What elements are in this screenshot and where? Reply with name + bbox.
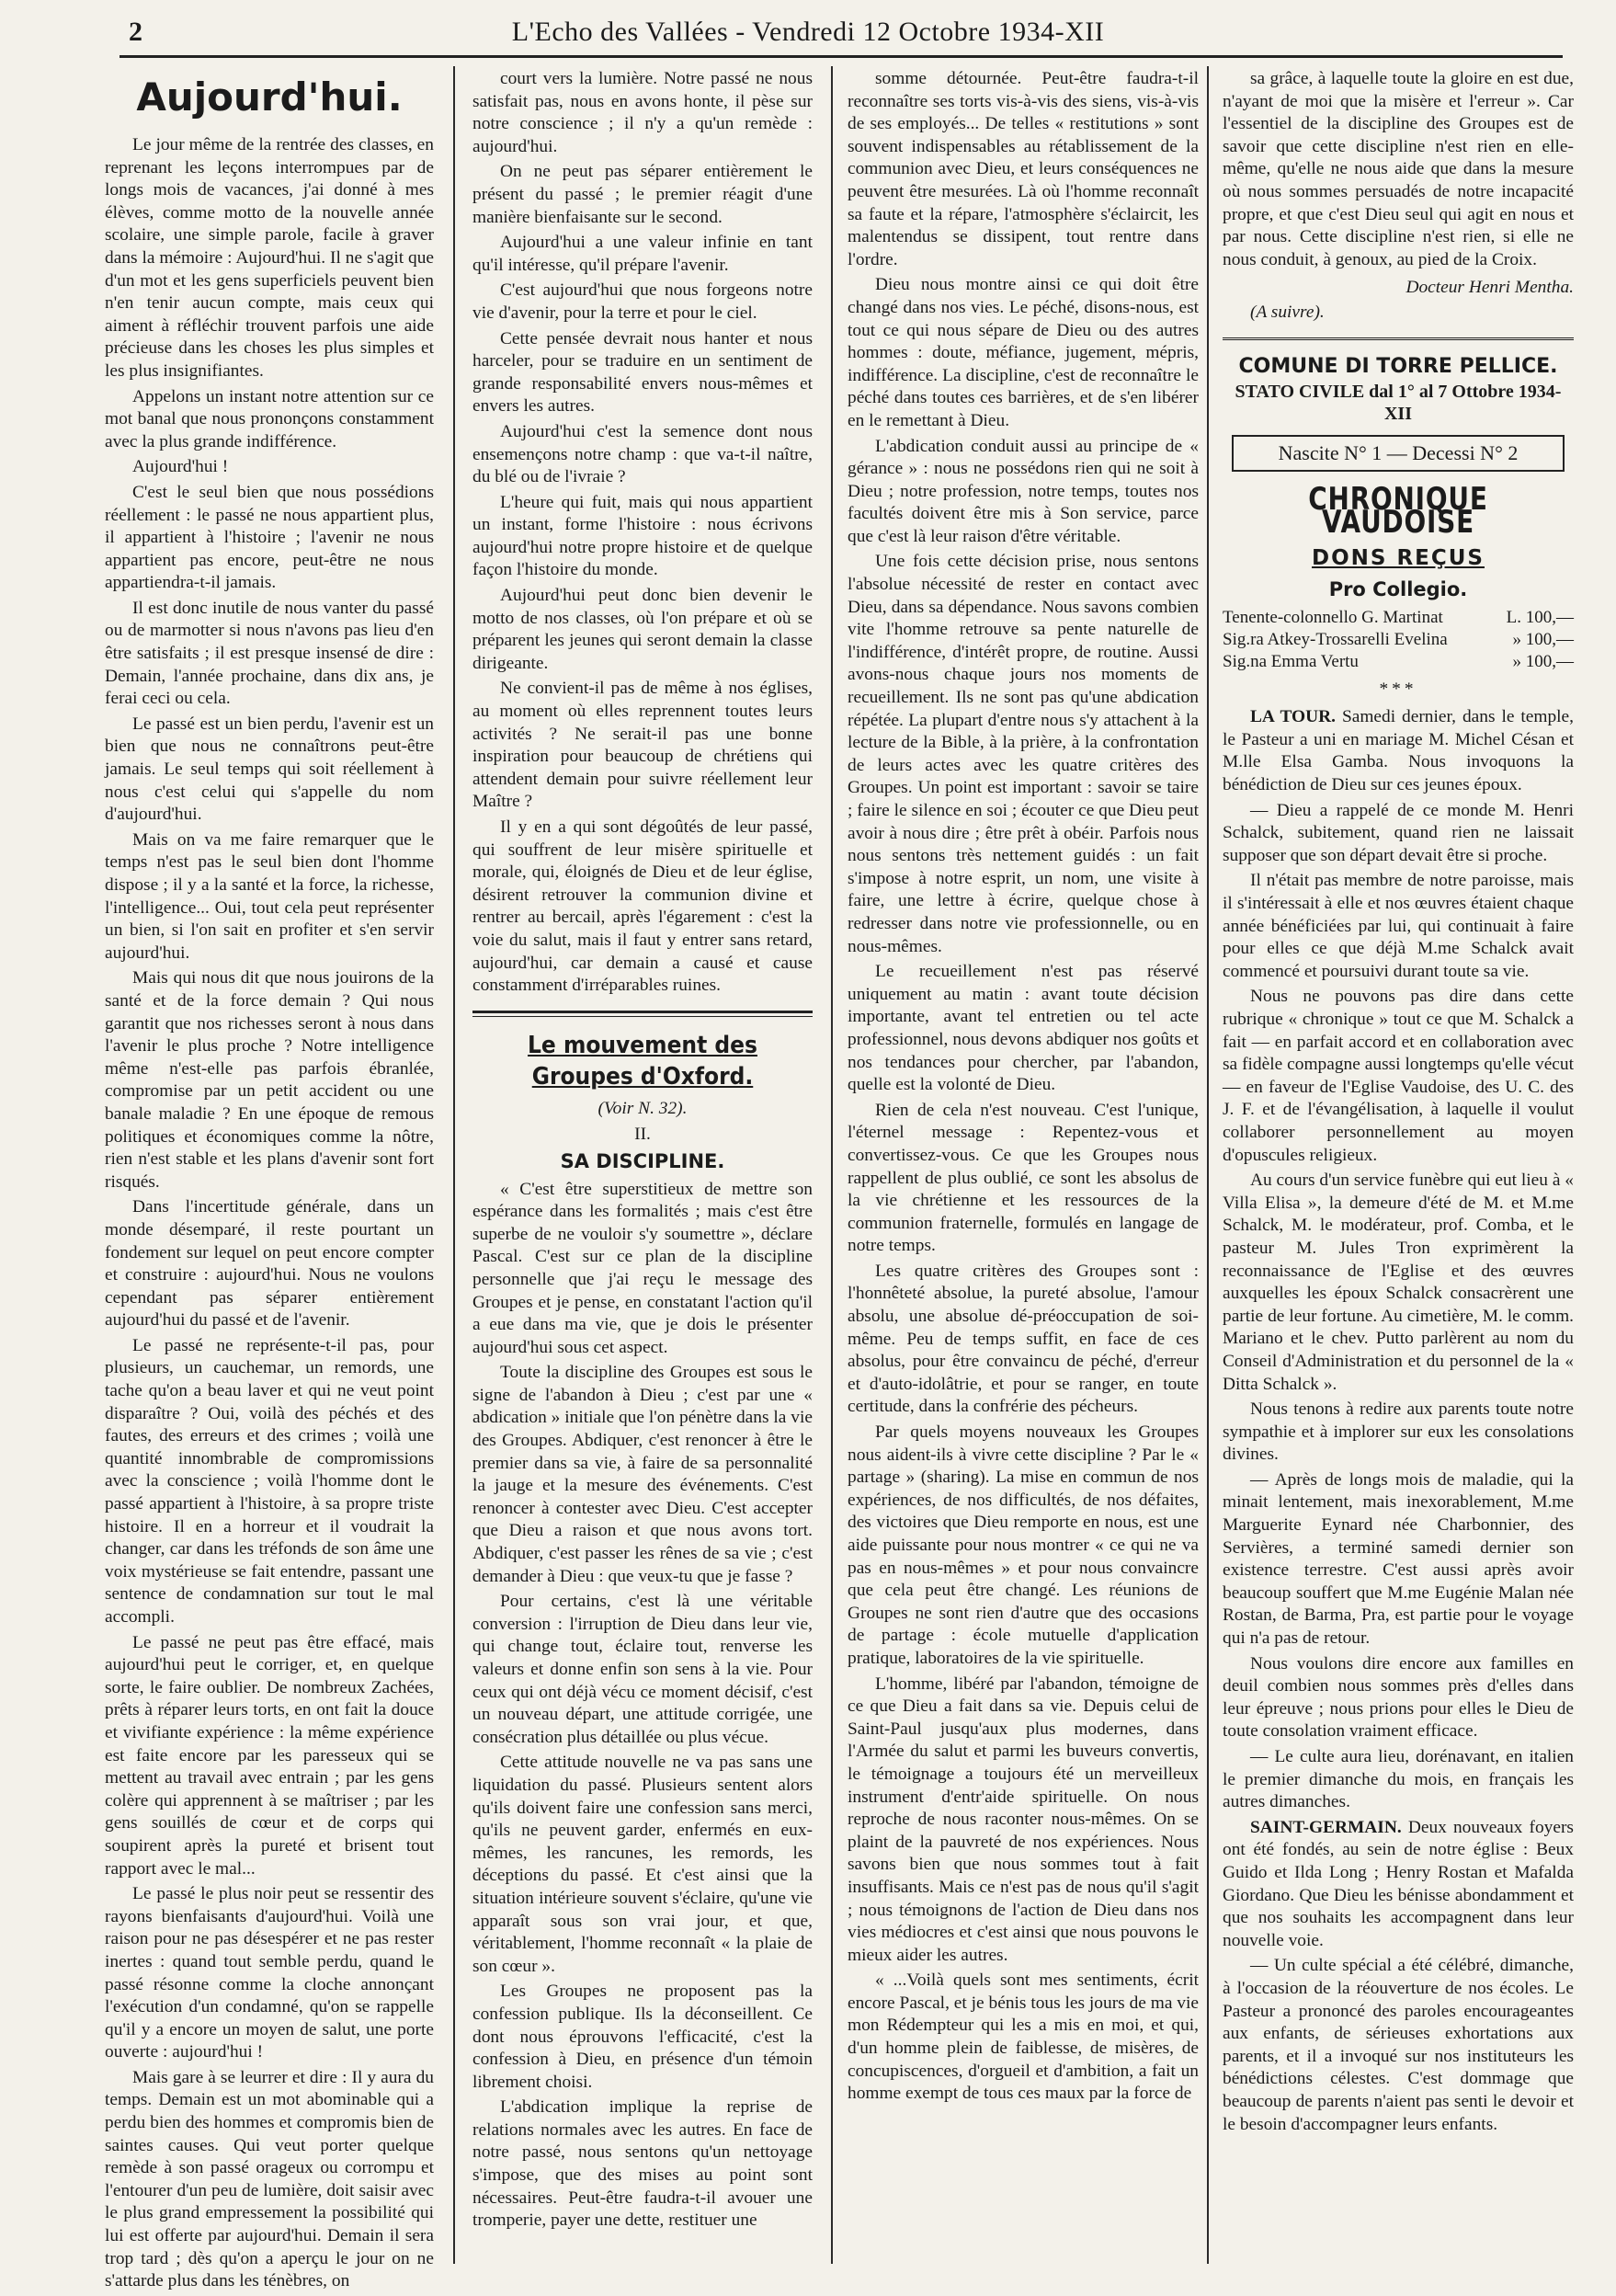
column-3: [848, 68, 1199, 2256]
donation-amount: » 100,—: [1512, 629, 1574, 649]
paragraph-text: — Après de longs mois de maladie, qui la minait lentement, mais inexorablement, M.me Marguerite Eynard née Charbonnier, des Servières, a terminé samedi dernier son existence terrestre. C'est aussi après avoir beaucoup souffert que M.me Eugénie Malan née Rostan, de Barma, Pra, est partie pour le voyage qui n'a pas de retour.: [1223, 1469, 1574, 1649]
paragraph-text: Nous ne pouvons pas dire dans cette rubrique « chronique » tout ce que M. Schalck a fait — en parfait accord et en collaboration avec sa fidèle compagne aussi longtemps qu'elle vécut — en faveur de l'Eglise Vaudoise, des U. C. des J. F. et de l'évangélisation, à laquelle il voulut collaborer personnellement au moyen d'opuscules religieux.: [1223, 987, 1574, 1165]
paragraph-text: — Dieu a rappelé de ce monde M. Henri Schalck, subitement, quand rien ne laissait supposer que son départ devait être si proche.: [1223, 800, 1574, 865]
paragraph: [1223, 1399, 1574, 1467]
donation-row: [1223, 629, 1574, 651]
donor-name: Tenente-colonnello G. Martinat: [1223, 607, 1443, 627]
paragraph: [1223, 1955, 1574, 2136]
paragraph-text: Il n'était pas membre de notre paroisse, mais il s'intéressait à elle et nos œuvres étaient chaque année bénéficiées par lui, qui continuait à faire pour elles ce que déjà M.me Schalck avait commencé et poursuivi durant toute sa vie.: [1223, 871, 1574, 981]
paragraph: sa grâce, à laquelle toute la gloire en est due, n'ayant de moi que la misère et l'erreur ». Car l'essentiel de la discipline des Groupes est de savoir que cette discipline n'est rien en elle-même, qu'elle ne nous aide que dans la mesure où nous sommes persuadés de notre incapacité propre, et que c'est Dieu seul qui agit en nous et par nous. Cette discipline n'est rien, si elle ne nous conduit, à genoux, au pied de la Croix.: [1223, 69, 1574, 269]
article-body-end: [1223, 68, 1574, 271]
paragraph-text: Samedi dernier, dans le temple, le Pasteur a uni en mariage M. Michel Césan et M.lle Elsa Gamba. Nous invoquons la bénédiction de Dieu sur ces jeunes époux.: [1223, 707, 1575, 795]
article-body: [472, 1179, 813, 2233]
column-divider: [831, 66, 833, 2264]
paragraph: Aujourd'hui c'est la semence dont nous ensemençons notre champ : que va-t-il naître, du blé ou de l'ivraie ?: [472, 421, 813, 487]
paragraph: C'est aujourd'hui que nous forgeons notre vie d'avenir, pour la terre et pour le ciel.: [472, 280, 813, 323]
column-divider: [453, 66, 455, 2264]
paragraph: L'abdication implique la reprise de relations normales avec les autres. En face de notre passé, nous sentons qu'un nettoyage s'impose, que des mises au point sont nécessaires. Peut-être faudra-t-il avouer une tromperie, payer une dette, restituer une: [472, 2097, 813, 2231]
column-divider: [1207, 66, 1209, 2264]
article-subtitle: SA DISCIPLINE.: [560, 1149, 725, 1172]
article-part: II.: [634, 1125, 651, 1145]
paragraph: Le passé ne représente-t-il pas, pour plusieurs, un cauchemar, un remords, une tache qu'on a beau laver et qui ne veut point disparaître ? Oui, voilà des péchés et des fautes, des erreurs et des crimes ; voilà une quantité innombrable de compromissions avec la conscience ; voilà l'homme dont le passé appartient à l'histoire, à sa propre triste histoire. Il en a horreur et il voudrait la changer, car dans les tréfonds de son âme une voix mystérieuse se fait entendre, passant une sentence de condamnation sur tout le mal accompli.: [105, 1335, 434, 1627]
births-deaths-box: Nascite N° 1 — Decessi N° 2: [1232, 435, 1565, 473]
paragraph: [1223, 1653, 1574, 1743]
to-be-continued: (A suivre).: [1250, 302, 1325, 322]
paragraph: « ...Voilà quels sont mes sentiments, écrit encore Pascal, et je bénis tous les jours de ma vie mon Rédempteur qui les a mis en moi, et qui, d'un homme plein de faiblesse, de misères, de concupiscences, d'orgueil et d'ambition, a fait un homme exempt de tous ces maux par la force de: [848, 1970, 1199, 2104]
paragraph: On ne peut pas séparer entièrement le présent du passé ; le premier réagit d'une manière bienfaisante sur le second.: [472, 162, 813, 227]
donor-name: Sig.ra Atkey-Trossarelli Evelina: [1223, 629, 1448, 649]
paragraph: Par quels moyens nouveaux les Groupes nous aident-ils à vivre cette discipline ? Par le « partage » (sharing). La mise en commun de nos expériences, de nos difficultés, de nos défaites, des victoires que Dieu remporte en nous, est une aide puissante pour nous montrer « ce qui ne va pas en nous-mêmes » et pour nous convaincre que cela peut être changé. Les réunions de Groupes ne sont rien d'autre que des occasions de partage : école mutuelle d'application pratique, laboratoires de la vie spirituelle.: [848, 1422, 1199, 1668]
paragraph: Le recueillement n'est pas réservé uniquement au matin : avant toute décision importante, avant tel entretien ou tel acte professionnel, nous devons abdiquer nos goûts et nos tendances pour chercher, par l'abandon, quelle est la volonté de Dieu.: [848, 962, 1199, 1095]
paragraph: Ne convient-il pas de même à nos églises, au moment où elles reprennent toutes leurs activités ? Ne serait-il pas une bonne inspiration pour beaucoup de chrétiens qui attendent demain pour suivre réellement leur Maître ?: [472, 679, 813, 812]
paragraph: Toute la discipline des Groupes est sous le signe de l'abandon à Dieu ; c'est par une « abdication » initiale que l'on pénètre dans la vie des Groupes. Abdiquer, c'est renoncer à être le premier dans sa vie, à faire de sa personnalité la jauge et la mesure des événements. C'est renoncer à contester avec Dieu. C'est accepter que Dieu a raison et que nous avons tort. Abdiquer, c'est passer les rênes de sa vie ; c'est demander à Dieu : que veux-tu que je fasse ?: [472, 1363, 813, 1586]
section-rule: [472, 1011, 813, 1017]
civil-registry-title: COMUNE DI TORRE PELLICE.: [1238, 354, 1558, 378]
article-body-continued: [472, 68, 813, 998]
paragraph-text: — Un culte spécial a été célébré, dimanche, à l'occasion de la réouverture de nos écoles. Le Pasteur a prononcé des paroles encourageantes aux enfants, de sérieuses exhortations aux parents, et il a invoqué sur nos instituteurs les bénédictions célestes. C'est dommage que beaucoup de parents n'aient pas senti le devoir et le besoin d'accompagner leurs enfants.: [1223, 1956, 1574, 2134]
column-4: [1223, 68, 1574, 2256]
place-name: SAINT-GERMAIN.: [1250, 1817, 1408, 1837]
paragraph: Aujourd'hui peut donc bien devenir le motto de nos classes, où l'on prépare et où se préparent les jeunes qui seront demain la classe dirigeante.: [472, 586, 813, 673]
paragraph: Mais qui nous dit que nous jouirons de la santé et de la force demain ? Qui nous garantit que nos richesses seront à nous dans l'avenir le plus proche ? Notre intelligence même n'est-elle pas parfois ébranlée, compromise par un petit accident ou une banale maladie ? En une époque de remous politiques et économiques comme la nôtre, rien n'est stable et les plans d'avenir sont fort risqués.: [105, 968, 434, 1192]
civil-registry-period: STATO CIVILE dal 1° al 7 Ottobre 1934-XII: [1235, 381, 1562, 425]
paragraph: Il y en a qui sont dégoûtés de leur passé, qui souffrent de leur misère spirituelle et morale, qui, éloignés de Dieu et de leur église, désirent retrouver la communion divine et rentrer au bercail, après l'égarement : c'est la voie du salut, mais il faut y entrer sans retard, aujourd'hui, car demain a causé et cause constamment d'irréparables ruines.: [472, 817, 813, 996]
paragraph-text: Deux nouveaux foyers ont été fondés, au sein de notre église : Beux Guido et Ilda Long ; Henry Rostan et Mafalda Giordano. Que Dieu les bénisse abondamment et que nos souhaits les accompagnent dans leur nouvelle voie.: [1223, 1817, 1574, 1950]
paragraph: L'abdication conduit aussi au principe de « gérance » : nous ne possédons rien qui ne soit à Dieu ; notre profession, notre temps, toutes nos facultés doivent être mis à Son service, parce que c'est là leur raison d'être véritable.: [848, 436, 1199, 546]
paragraph: [1223, 706, 1574, 796]
paragraph: Mais on va me faire remarquer que le temps n'est pas le seul bien dont l'homme dispose ; il y a la santé et la force, la richesse, l'intelligence... Oui, tout cela peut représenter un bien, si l'on sait en profiter et s'en servir aujourd'hui.: [105, 829, 434, 963]
column-2: [472, 68, 813, 2256]
donations-heading: DONS REÇUS: [1311, 545, 1485, 570]
paragraph-text: Nous voulons dire encore aux familles en deuil combien nous sommes près d'elles dans leur épreuve ; nous prions pour elles le Dieu de toute consolation vraiment efficace.: [1223, 1653, 1574, 1742]
paragraph: court vers la lumière. Notre passé ne nous satisfait pas, nous en avons honte, il pèse sur notre conscience ; il n'y a qu'un remède : aujourd'hui.: [472, 69, 813, 156]
paragraph: « C'est être superstitieux de mettre son espérance dans les formalités ; mais c'est être superbe de ne vouloir s'y soumettre », déclare Pascal. C'est sur ce plan de la discipline personnelle que j'ai reçu le message des Groupes et je pense, en constatant l'action qu'il a eue dans ma vie, que je dois le présenter aujourd'hui sous cet aspect.: [472, 1179, 813, 1357]
article-body-continued: [848, 68, 1199, 2106]
article-reference: (Voir N. 32).: [597, 1098, 688, 1118]
paragraph: L'homme, libéré par l'abandon, témoigne de ce que Dieu a fait dans sa vie. Depuis celui de Saint-Paul jusqu'aux plus modernes, dans l'Armée du salut et parmi les buveurs convertis, le témoignage a toujours été un merveilleux instrument d'entr'aide spirituelle. On nous reproche de nous raconter nous-mêmes. On se plaint de la pauvreté de nos expériences. Nous savons bien que nous sommes tout à fait insuffisants. Mais ce n'est pas de nous qu'il s'agit ; nous témoignons de l'action de Dieu dans nos vies médiocres et c'est ainsi que nous pouvons le mieux aider les autres.: [848, 1673, 1199, 1965]
section-rule: [1223, 337, 1574, 340]
paragraph: Appelons un instant notre attention sur ce mot banal que nous prononçons constamment avec la plus grande indifférence.: [105, 386, 434, 451]
paragraph: Aujourd'hui !: [132, 457, 229, 477]
paragraph: L'heure qui fuit, mais qui nous appartient un instant, forme l'histoire : nous écrivons aujourd'hui notre propre histoire et de quelque façon l'histoire du monde.: [472, 492, 813, 580]
paragraph: [1223, 986, 1574, 1167]
column-1: [105, 68, 434, 2291]
paragraph: Le jour même de la rentrée des classes, en reprenant les leçons interrompues par de longs mois de vacances, j'ai donné à mes élèves, comme motto de la nouvelle année scolaire, une simple parole, facile à graver dans la mémoire : Aujourd'hui. Il ne s'agit que d'un mot et les gens superficiels peuvent bien n'en tenir aucun compte, mais ceux qui aiment à réfléchir trouvent parfois une aide précieuse dans les choses les plus simples et les plus insignifiantes.: [105, 135, 434, 381]
header-rule: [119, 55, 1563, 58]
paragraph: Le passé ne peut pas être effacé, mais aujourd'hui peut le corriger, et, en quelque sorte, le faire oublier. De nombreux Zachées, prêts à réparer leurs torts, en ont fait la douce et vivifiante expérience : la même expérience est faite encore par les paresseux qui se mettent au travail avec entrain ; par les gens colère qui apprennent à se maîtriser ; par les gens souillés de cœur et de corps qui soupirent après la pureté et brisent tout rapport avec le mal...: [105, 1632, 434, 1879]
paragraph: somme détournée. Peut-être faudra-t-il reconnaître ses torts vis-à-vis des siens, vis-à-vis de ses employés... De telles « restitutions » sont souvent indispensables au rétablissement de la communion avec Dieu, et leurs conséquences ne peuvent être mesurées. Là où l'homme reconnaît sa faute et la répare, l'atmosphère s'éclaircit, les malentendus se dissipent, tout rentre dans l'ordre.: [848, 69, 1199, 269]
paragraph-text: Au cours d'un service funèbre qui eut lieu à « Villa Elisa », la demeure d'été de M. et M.me Schalck, M. le modérateur, prof. Comba, et le pasteur M. Jules Tron exprimèrent la reconnaissance de l'Eglise et des œuvres auxquelles les époux Schalck consacrèrent une partie de leur fortune. Au cimetière, M. le comm. Mariano et le chev. Putto parlèrent au nom du Conseil d'Administration et du personnel de la « Ditta Schalck ».: [1223, 1171, 1574, 1394]
paragraph: Il est donc inutile de nous vanter du passé ou de marmotter si nous n'avons pas lieu d'en être satisfaits ; il est presque insensé de dire : Demain, l'année prochaine, dans dix ans, je ferai ceci ou cela.: [105, 598, 434, 709]
paragraph: [1223, 1746, 1574, 1814]
place-name: LA TOUR.: [1250, 707, 1342, 727]
article-signature: Docteur Henri Mentha.: [1405, 278, 1574, 298]
chronique-title: CHRONIQUE VAUDOISE: [1308, 481, 1488, 541]
chronique-la-tour: [1223, 706, 1574, 1814]
donations-subheading: Pro Collegio.: [1328, 578, 1468, 601]
paragraph: Les quatre critères des Groupes sont : l'honnêteté absolue, la pureté absolue, l'amour absolu, une absolue dé-préoccupation de soi-même. Peu de temps suffit, en face de ces absolus, pour être convaincu de péché, d'erreur et d'auto-idolâtrie, et pour se ranger, en toute certitude, dans la confrérie des pécheurs.: [848, 1261, 1199, 1417]
masthead: L'Echo des Vallées - Vendredi 12 Octobre 1934-XII: [511, 17, 1105, 47]
separator-stars: ***: [1379, 679, 1417, 699]
paragraph: [1223, 870, 1574, 983]
donation-row: [1223, 607, 1574, 629]
donation-amount: L. 100,—: [1506, 607, 1574, 627]
paragraph-text: — Le culte aura lieu, dorénavant, en italien le premier dimanche du mois, en français les autres dimanches.: [1223, 1747, 1574, 1812]
donation-amount: » 100,—: [1512, 651, 1574, 671]
paragraph: [1223, 1170, 1574, 1396]
paragraph: Cette attitude nouvelle ne va pas sans une liquidation du passé. Plusieurs sentent alors qu'ils doivent faire une confession sans merci, qu'ils ne peuvent garder, enfermés en eux-mêmes, les rancunes, les remords, les déceptions du passé. Et c'est ainsi que la situation intérieure souvent s'éclaire, qu'une vie apparaît sous son vrai jour, et que, véritablement, l'homme reconnaît « la plaie de son cœur ».: [472, 1753, 813, 1976]
paragraph: Cette pensée devrait nous hanter et nous harceler, pour se traduire en un sentiment de grande responsabilité envers nous-mêmes et envers les autres.: [472, 328, 813, 417]
paragraph: C'est le seul bien que nous possédions réellement : le passé ne nous appartient plus, il appartient à l'histoire ; l'avenir ne nous appartient pas encore, peut-être ne nous appartiendra-t-il jamais.: [105, 482, 434, 593]
page-number: 2: [129, 17, 142, 47]
paragraph: Le passé est un bien perdu, l'avenir est un bien que nous ne connaîtrons peut-être jamais. Le seul temps qui soit réellement à nous c'est celui qui s'appelle du nom d'aujourd'hui.: [105, 714, 434, 825]
paragraph: Les Groupes ne proposent pas la confession publique. Ils la déconseillent. Ce dont nous éprouvons l'efficacité, c'est la confession à Dieu, en présence d'un témoin librement choisi.: [472, 1982, 813, 2092]
paragraph: Dans l'incertitude générale, dans un monde désemparé, il reste pourtant un fondement sur lequel on peut encore compter et construire : aujourd'hui. Nous ne voulons cependant pas séparer entièrement aujourd'hui du passé et de l'avenir.: [105, 1197, 434, 1331]
article-title: Aujourd'hui.: [136, 74, 403, 120]
paragraph: Rien de cela n'est nouveau. C'est l'unique, l'éternel message : Repentez-vous et convertissez-vous. Ce que les Groupes nous rappellent de plus oublié, ce sont les absolus de la vie chrétienne et les ressources de la communion fraternelle, formulés en langage de notre temps.: [848, 1100, 1199, 1256]
chronique-saint-germain: [1223, 1817, 1574, 2136]
article-title: Le mouvement des Groupes d'Oxford.: [528, 1031, 757, 1091]
donation-row: [1223, 651, 1574, 673]
paragraph: [1223, 1817, 1574, 1953]
page-header: [0, 0, 1616, 59]
paragraph: Mais gare à se leurrer et dire : Il y aura du temps. Demain est un mot abominable qui a perdu bien des hommes et compromis bien de saintes causes. Qui veut porter quelque remède à son passé orageux ou corrompu et l'entourer d'un peu de lumière, doit saisir avec le plus grand empressement la possibilité qui lui est offerte par aujourd'hui. Demain il sera trop tard ; dès qu'on a aperçu le jour on ne s'attarde plus dans les ténèbres, on: [105, 2067, 434, 2291]
paragraph: Aujourd'hui a une valeur infinie en tant qu'il intéresse, qu'il prépare l'avenir.: [472, 233, 813, 275]
paragraph: Le passé le plus noir peut se ressentir des rayons bienfaisants d'aujourd'hui. Voilà une raison pour ne pas désespérer et ne pas rester inertes : quand tout semble perdu, quand le passé résonne comme la cloche annonçant l'exécution d'un condamné, qu'on se rappelle qu'il y a encore un moyen de salut, une porte ouverte : aujourd'hui !: [105, 1884, 434, 2062]
paragraph: Dieu nous montre ainsi ce qui doit être changé dans nos vies. Le péché, disons-nous, est tout ce qui nous sépare de Dieu ou des autres hommes : doute, méfiance, jugement, mépris, indifférence. La discipline, c'est de reconnaître le péché dans toutes ces barrières, et de s'en libérer en le remettant à Dieu.: [848, 275, 1199, 430]
paragraph: [1223, 800, 1574, 868]
donor-name: Sig.na Emma Vertu: [1223, 651, 1359, 671]
donations-list: [1223, 607, 1574, 673]
article-body: [105, 134, 434, 2293]
paragraph: [1223, 1469, 1574, 1651]
paragraph: Une fois cette décision prise, nous sentons l'absolue nécessité de rester en contact avec Dieu, dans sa dépendance. Nous savons combien vite l'homme retrouve sa pente naturelle de l'indifférence, d'intérêt propre, de routine. Aussi avons-nous chaque jours nos moments de recueillement. Ils ne sont pas qu'une abdication répétée. La plupart d'entre nous s'y attachent à la lecture de la Bible, à la prière, à la confrontation de leurs actes avec les quatre critères des Groupes. Un point est important : savoir se taire ; faire le silence en soi ; écouter ce que Dieu peut avoir à nous dire ; être prêt à obéir. Parfois nous nous sentons très nettement guidés : un fait s'impose à notre esprit, un nom, une visite à faire, une lettre à écrire, quelque chose à redresser dans notre vie professionnelle, ou en nous-mêmes.: [848, 552, 1199, 956]
paragraph-text: Nous tenons à redire aux parents toute notre sympathie et à implorer sur eux les consolations divines.: [1223, 1399, 1574, 1465]
paragraph: Pour certains, c'est là une véritable conversion : l'irruption de Dieu dans leur vie, qui change tout, éclaire tout, renverse les valeurs et donne enfin son sens à la vie. Pour ceux qui ont déjà vécu ce moment décisif, c'est un nouveau départ, une attitude corrigée, une consécration plus détaillée ou plus vécue.: [472, 1592, 813, 1747]
